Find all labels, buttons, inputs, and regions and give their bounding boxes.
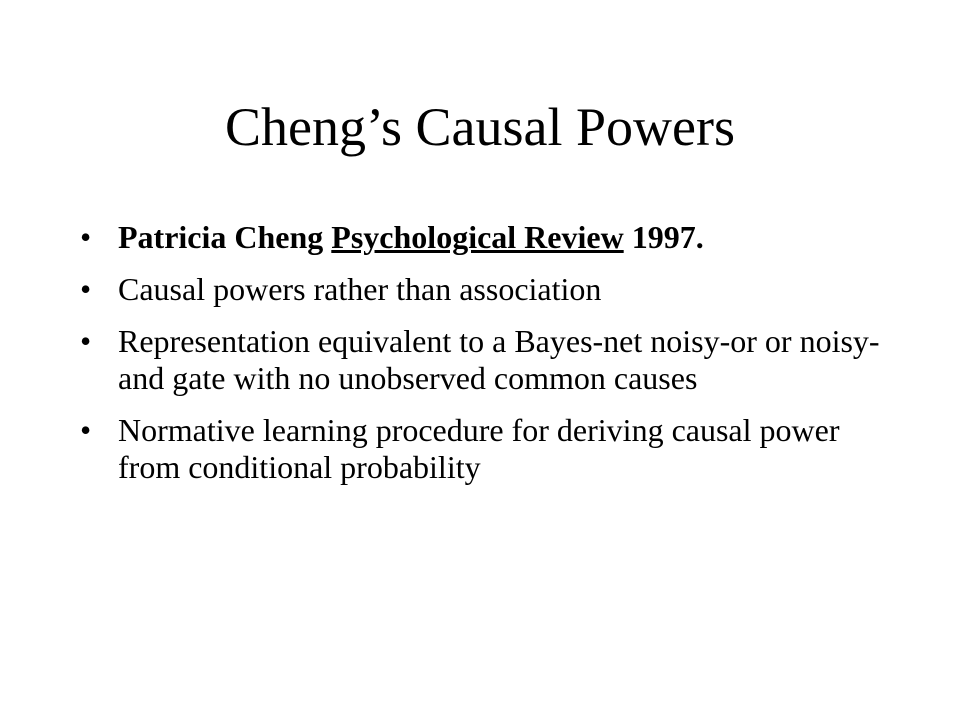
bullet-item xyxy=(80,271,900,308)
bullet-text: Causal powers rather than association xyxy=(118,271,602,307)
citation-year: 1997. xyxy=(623,219,704,255)
bullet-dot-icon: • xyxy=(80,412,92,448)
bullet-list xyxy=(80,219,900,501)
citation-journal: Psychological Review xyxy=(331,219,624,255)
slide-title: Cheng’s Causal Powers xyxy=(225,97,735,157)
bullet-item xyxy=(80,219,900,256)
bullet-dot-icon: • xyxy=(80,219,92,255)
bullet-dot-icon: • xyxy=(80,323,92,359)
bullet-dot-icon: • xyxy=(80,271,92,307)
bullet-text: Normative learning procedure for deriving causal power from conditional probability xyxy=(118,412,840,485)
bullet-item xyxy=(80,323,900,397)
citation-author: Patricia Cheng xyxy=(118,219,332,255)
bullet-text: Representation equivalent to a Bayes-net noisy-or or noisy-and gate with no unobserved common causes xyxy=(118,323,880,396)
bullet-item xyxy=(80,412,900,486)
